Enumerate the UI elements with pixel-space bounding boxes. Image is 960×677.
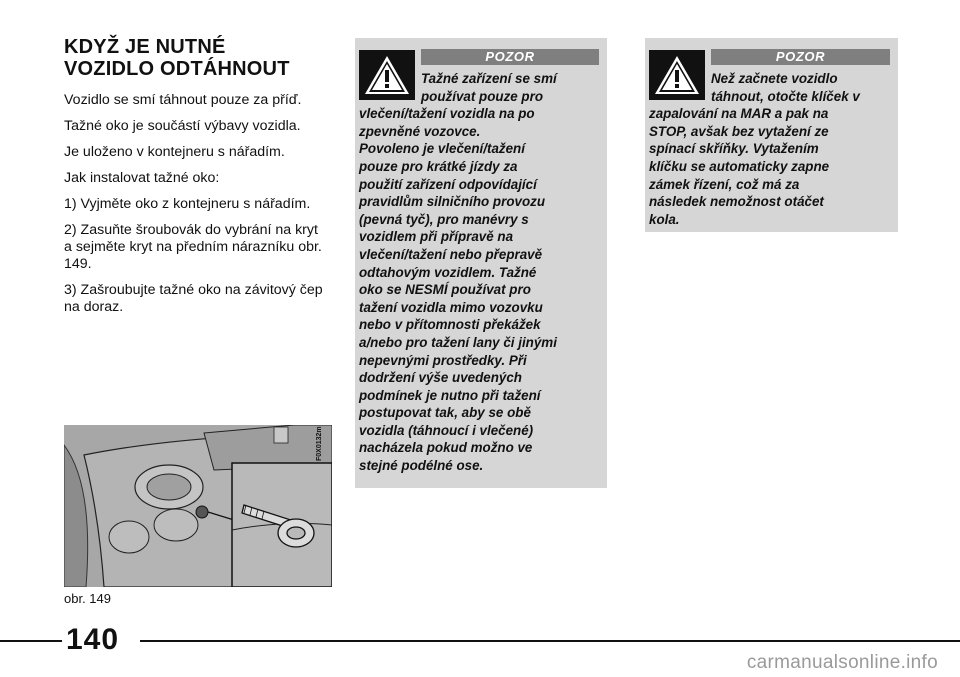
figure-caption: obr. 149 bbox=[64, 591, 111, 606]
warning-triangle-icon bbox=[359, 50, 415, 100]
warning-box-towing bbox=[355, 38, 607, 488]
warning-box-ignition bbox=[645, 38, 898, 232]
warning-line: a/nebo pro tažení lany či jinými bbox=[359, 334, 557, 350]
warning-line: vozidlem při přípravě na bbox=[359, 229, 514, 245]
figure-code: F0X0132m bbox=[316, 426, 323, 462]
warning-line: používat pouze pro bbox=[421, 88, 543, 104]
warning-line: dodržení výše uvedených bbox=[359, 370, 522, 386]
watermark: carmanualsonline.info bbox=[746, 652, 938, 673]
warning-line: vlečení/tažení nebo přepravě bbox=[359, 246, 543, 262]
warning-line: klíčku se automaticky zapne bbox=[649, 158, 830, 174]
section-title bbox=[64, 36, 324, 80]
warning-line: nacházela pokud možno ve bbox=[359, 440, 533, 456]
warning-line: kola. bbox=[649, 211, 680, 227]
warning-line: stejné podélné ose. bbox=[359, 458, 484, 474]
paragraph: 1) Vyjměte oko z kontejneru s nářadím. bbox=[64, 196, 311, 212]
paragraph: Vozidlo se smí táhnout pouze za příď. bbox=[64, 92, 302, 108]
paragraph: 2) Zasuňte šroubovák do vybrání na kryt a sejměte kryt na předním nárazníku obr. 149. bbox=[64, 222, 322, 272]
warning-line: následek nemožnost otáčet bbox=[649, 194, 824, 210]
warning-line: postupovat tak, aby se obě bbox=[359, 405, 531, 421]
warning-line: zapalování na MAR a pak na bbox=[649, 106, 829, 122]
warning-triangle-icon bbox=[649, 50, 705, 100]
paragraph: Tažné oko je součástí výbavy vozidla. bbox=[64, 118, 301, 134]
warning-line: vozidla (táhnoucí i vlečené) bbox=[359, 422, 534, 438]
warning-header bbox=[359, 46, 599, 104]
warning-line: (pevná tyč), pro manévry s bbox=[359, 211, 529, 227]
warning-text bbox=[359, 70, 599, 475]
warning-header bbox=[649, 46, 890, 104]
warning-line: Tažné zařízení se smí bbox=[421, 71, 557, 86]
warning-line: STOP, avšak bez vytažení ze bbox=[649, 123, 829, 139]
warning-line: použití zařízení odpovídající bbox=[359, 176, 537, 192]
warning-line: zámek řízení, což má za bbox=[649, 176, 800, 192]
footer-rule bbox=[140, 640, 960, 642]
warning-line: zpevněné vozovce. bbox=[359, 123, 481, 139]
pozor-heading: POZOR bbox=[421, 49, 599, 65]
figure-149 bbox=[64, 425, 332, 587]
warning-line: vlečení/tažení vozidla na po bbox=[359, 106, 535, 122]
warning-line: Než začnete vozidlo bbox=[711, 71, 838, 86]
warning-line: odtahovým vozidlem. Tažné bbox=[359, 264, 537, 280]
footer-rule-left bbox=[0, 640, 62, 642]
section-body bbox=[64, 92, 324, 316]
paragraph: 3) Zašroubujte tažné oko na závitový čep na doraz. bbox=[64, 282, 323, 315]
warning-line: spínací skříňky. Vytažením bbox=[649, 141, 819, 157]
warning-line: nebo v přítomnosti překážek bbox=[359, 317, 541, 333]
left-column bbox=[64, 36, 324, 325]
warning-line: podmínek je nutno při tažení bbox=[359, 387, 541, 403]
warning-line: pravidlům silničního provozu bbox=[359, 194, 545, 210]
section-title-line1: KDYŽ JE NUTNÉ bbox=[64, 36, 226, 58]
warning-line: táhnout, otočte klíček v bbox=[711, 88, 860, 104]
page-number: 140 bbox=[66, 623, 120, 656]
warning-line: pouze pro krátké jízdy za bbox=[359, 158, 518, 174]
warning-line: nepevnými prostředky. Při bbox=[359, 352, 527, 368]
warning-line: Povoleno je vlečení/tažení bbox=[359, 141, 525, 157]
pozor-heading: POZOR bbox=[711, 49, 890, 65]
warning-line: tažení vozidla mimo vozovku bbox=[359, 299, 543, 315]
bumper-tow-eye-illustration bbox=[64, 425, 332, 587]
warning-line: oko se NESMÍ používat pro bbox=[359, 282, 531, 298]
paragraph: Je uloženo v kontejneru s nářadím. bbox=[64, 144, 285, 160]
paragraph: Jak instalovat tažné oko: bbox=[64, 170, 220, 186]
section-title-line2: VOZIDLO ODTÁHNOUT bbox=[64, 58, 290, 80]
